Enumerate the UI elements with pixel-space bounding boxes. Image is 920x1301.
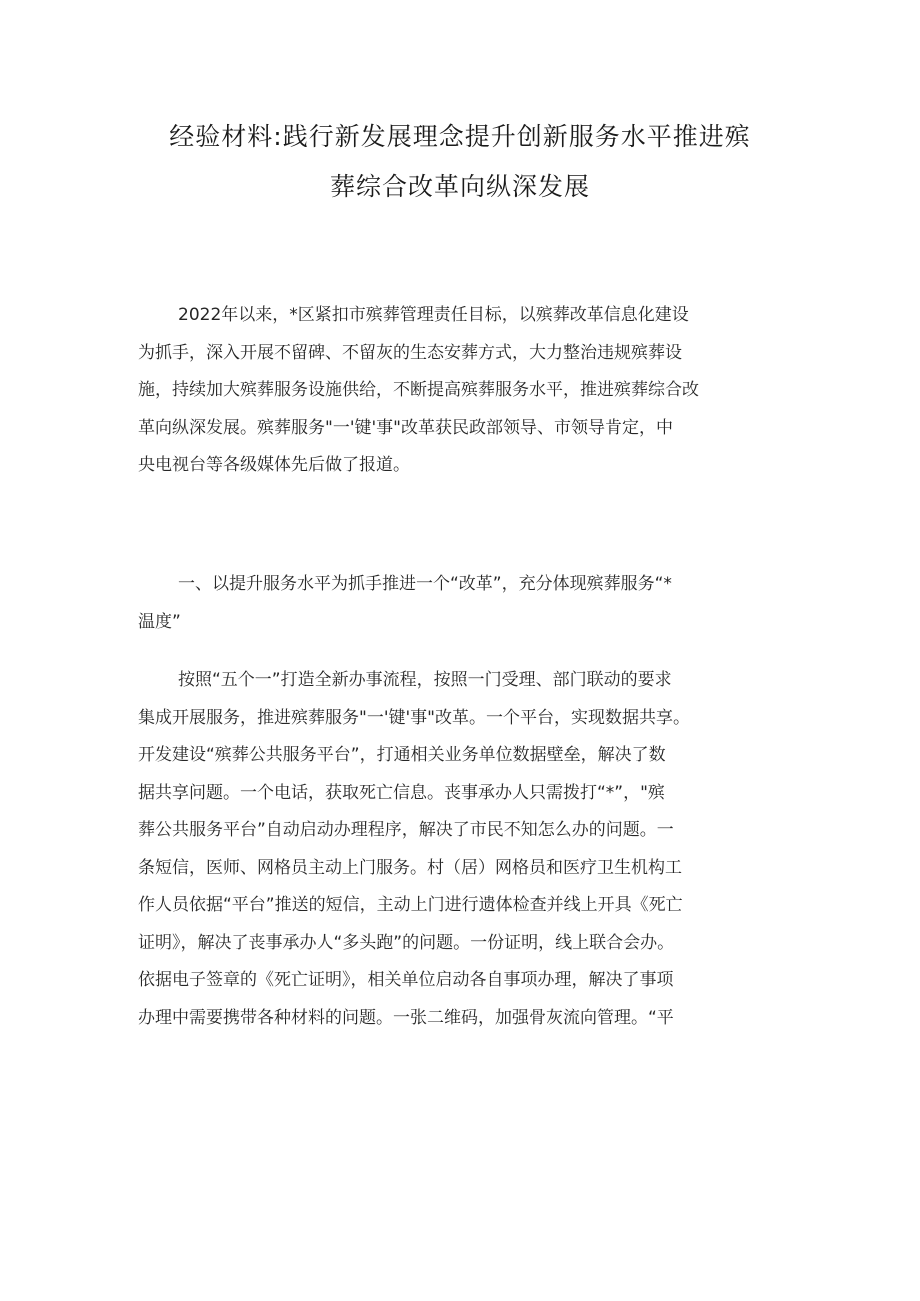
text-line: 开发建设“殡葬公共服务平台”，打通相关业务单位数据壁垒，解决了数 [138,745,666,765]
text-line: 据共享问题。一个电话，获取死亡信息。丧事承办人只需拨打“*”，"殡 [138,782,665,803]
text-line: 一、以提升服务水平为抓手推进一个“改革”，充分体现殡葬服务“* [178,574,672,594]
text-line: 依据电子签章的《死亡证明》，相关单位启动各自事项办理，解决了事项 [138,970,674,990]
text-line: 央电视台等各级媒体先后做了报道。 [138,455,410,475]
section-heading-1 [138,566,788,641]
text-line: 证明》，解决了丧事承办人“多头跑”的问题。一份证明，线上联合会办。 [138,932,675,953]
text-line: 温度” [138,611,181,632]
text-line: 集成开展服务，推进殡葬服务"一'键'事"改革。一个平台，实现数据共享。 [138,707,690,728]
text-line: 作人员依据“平台”推送的短信，主动上门进行遗体检查并线上开具《死亡 [138,895,683,915]
text-line: 2022年以来，*区紧扣市殡葬管理责任目标，以殡葬改革信息化建设 [178,305,689,325]
text-line: 施，持续加大殡葬服务设施供给，不断提高殡葬服务水平，推进殡葬综合改 [138,380,699,400]
text-line: 按照“五个一”打造全新办事流程，按照一门受理、部门联动的要求 [178,670,672,690]
text-line: 办理中需要携带各种材料的问题。一张二维码，加强骨灰流向管理。“平 [138,1007,674,1028]
paragraph-process [138,662,788,1037]
text-line: 条短信，医师、网格员主动上门服务。村（居）网格员和医疗卫生机构工 [138,857,682,878]
title-line-2: 葬综合改革向纵深发展 [329,172,590,201]
paragraph-intro [138,297,788,485]
document-title [110,112,810,212]
text-line: 为抓手，深入开展不留碑、不留灰的生态安葬方式，大力整治违规殡葬设 [138,342,682,363]
text-line: 葬公共服务平台”自动启动办理程序，解决了市民不知怎么办的问题。一 [138,820,674,840]
title-line-1: 经验材料:践行新发展理念提升创新服务水平推进殡 [169,122,751,151]
text-line: 革向纵深发展。殡葬服务"一'键'事"改革获民政部领导、市领导肯定，中 [138,417,673,438]
